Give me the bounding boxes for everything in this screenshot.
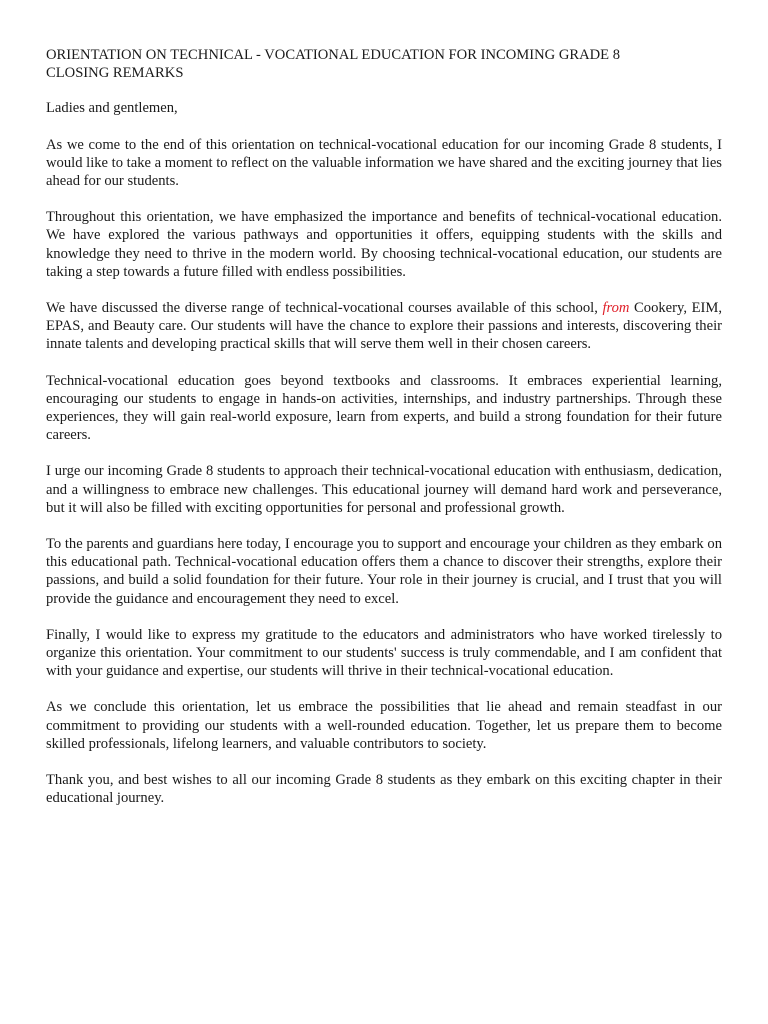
paragraph-5: I urge our incoming Grade 8 students to approach their technical-vocational education with enthusiasm, dedication, and a willingness to embrace new challenges. This educational journey will demand hard work and perseverance, but it will also be filled with exciting opportunities for personal and professional growth. [46,463,722,516]
paragraph-9: Thank you, and best wishes to all our incoming Grade 8 students as they embark on this exciting chapter in their educational journey. [46,772,722,807]
paragraph-3-text-after: Cookery, EIM, EPAS, and Beauty care. Our students will have the chance to explore their passions and interests, discovering their innate talents and developing practical skills that will serve them well in their chosen careers. [46,300,722,353]
paragraph-8: As we conclude this orientation, let us embrace the possibilities that lie ahead and remain steadfast in our commitment to providing our students with a well-rounded education. Together, let us prepare them to become skilled professionals, lifelong learners, and valuable contributors to society. [46,699,722,752]
paragraph-1: As we come to the end of this orientation on technical-vocational education for our incoming Grade 8 students, I would like to take a moment to reflect on the valuable information we have shared and the exciting journey that lies ahead for our students. [46,136,722,190]
paragraph-6: To the parents and guardians here today, I encourage you to support and encourage your children as they embark on this educational path. Technical-vocational education offers them a chance to discover their strengths, explore their passions, and build a solid foundation for their future. Your role in their journey is crucial, and I trust that you will provide the guidance and encouragement they need to excel. [46,536,722,607]
paragraph-3-text-before: We have discussed the diverse range of technical-vocational courses available of this school, [46,300,603,317]
paragraph-4: Technical-vocational education goes beyond textbooks and classrooms. It embraces experiential learning, encouraging our students to engage in hands-on activities, internships, and industry partnerships. Through these experiences, they will gain real-world exposure, learn from experts, and build a strong foundation for their future careers. [46,372,722,444]
salutation: Ladies and gentlemen, [46,100,178,117]
paragraph-3 [46,299,722,354]
paragraph-2: Throughout this orientation, we have emphasized the importance and benefits of technical-vocational education. We have explored the various pathways and opportunities it offers, equipping students with the skills and knowledge they need to thrive in the modern world. By choosing technical-vocational education, our students are taking a step towards a future filled with endless possibilities. [46,209,722,280]
highlighted-word: from [602,300,630,317]
document-subtitle: CLOSING REMARKS [46,65,184,82]
paragraph-7: Finally, I would like to express my gratitude to the educators and administrators who have worked tirelessly to organize this orientation. Your commitment to our students' success is truly commendable, and I am confident that with your guidance and expertise, our students will thrive in their technical-vocational education. [46,626,722,680]
document-title: ORIENTATION ON TECHNICAL - VOCATIONAL EDUCATION FOR INCOMING GRADE 8 [46,47,621,63]
document-page [46,46,722,808]
